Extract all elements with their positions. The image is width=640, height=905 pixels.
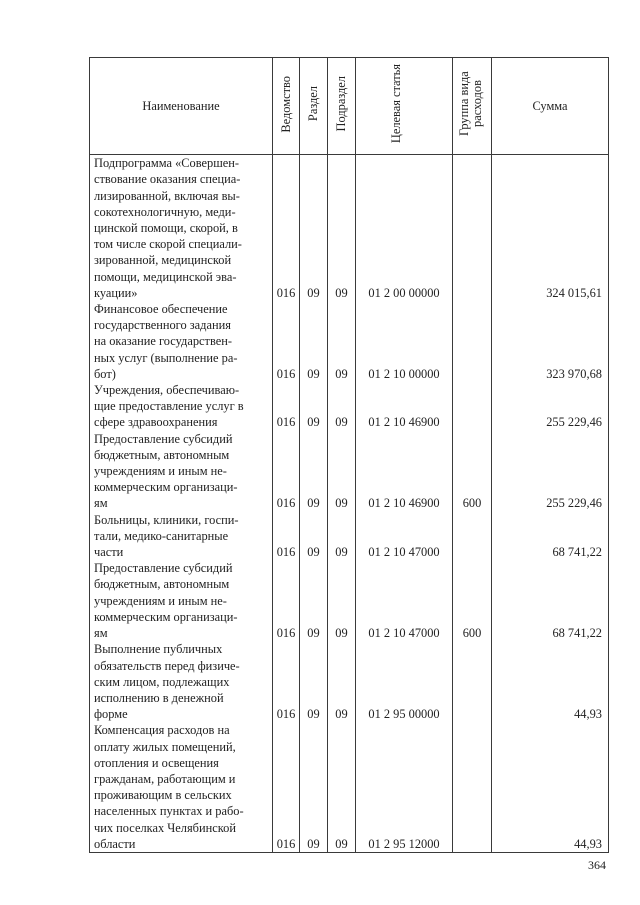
table-row (90, 382, 609, 431)
row-name-line: Предоставление субсидий (94, 561, 233, 576)
header-target-text: Целевая статья (389, 64, 403, 144)
row-name-line: области (94, 836, 136, 851)
row-subsection: 09 (328, 722, 356, 852)
row-name-line: гражданам, работающим и (94, 771, 236, 786)
row-sum: 44,93 (492, 722, 609, 852)
row-name-line: сфере здравоохранения (94, 415, 218, 430)
row-sum: 255 229,46 (492, 382, 609, 431)
row-name-line: бюджетным, автономным (94, 577, 230, 592)
row-sum: 324 015,61 (492, 155, 609, 301)
row-section: 09 (300, 722, 328, 852)
row-name (90, 431, 273, 512)
row-sum: 68 741,22 (492, 560, 609, 641)
table-row (90, 512, 609, 561)
row-subsection: 09 (328, 641, 356, 722)
row-dept: 016 (273, 301, 300, 382)
row-name-line: учреждениям и иным не- (94, 593, 227, 608)
row-group (453, 641, 492, 722)
header-sum (492, 58, 609, 155)
row-sum: 68 741,22 (492, 512, 609, 561)
row-target: 01 2 10 47000 (356, 512, 453, 561)
row-name-line: цинской помощи, скорой, в (94, 221, 238, 236)
row-name-line: куации» (94, 285, 138, 300)
row-name-line: сокотехнологичную, меди- (94, 204, 236, 219)
page-number: 364 (588, 858, 606, 872)
row-name-line: помощи, медицинской эва- (94, 269, 237, 284)
row-section: 09 (300, 382, 328, 431)
row-target: 01 2 10 46900 (356, 382, 453, 431)
row-name-line: зированной, медицинской (94, 253, 232, 268)
header-group-text: Группа вида расходов (457, 71, 484, 137)
row-name-line: бюджетным, автономным (94, 447, 230, 462)
header-dept-text: Ведомство (278, 75, 293, 133)
row-section: 09 (300, 641, 328, 722)
row-target: 01 2 00 00000 (356, 155, 453, 301)
row-name-line: щие предоставление услуг в (94, 399, 244, 414)
row-section: 09 (300, 431, 328, 512)
row-name-line: проживающим в сельских (94, 788, 232, 803)
row-name-line: исполнению в денежной (94, 690, 224, 705)
row-name (90, 641, 273, 722)
row-name-line: тали, медико-санитарные (94, 528, 229, 543)
table-header (90, 58, 609, 155)
row-name-line: отопления и освещения (94, 755, 219, 770)
row-target: 01 2 10 00000 (356, 301, 453, 382)
row-name-line: Подпрограмма «Совершен- (94, 156, 240, 171)
row-target: 01 2 10 47000 (356, 560, 453, 641)
row-name (90, 512, 273, 561)
row-name-line: ям (94, 496, 108, 511)
table-row (90, 301, 609, 382)
row-dept: 016 (273, 155, 300, 301)
row-name-line: форме (94, 707, 128, 722)
budget-table (89, 57, 609, 853)
row-sum: 44,93 (492, 641, 609, 722)
row-name-line: ных услуг (выполнение ра- (94, 350, 238, 365)
row-name-line: Предоставление субсидий (94, 431, 233, 446)
header-target (356, 58, 453, 155)
header-dept (273, 58, 300, 155)
table-row (90, 641, 609, 722)
row-name-line: Учреждения, обеспечиваю- (94, 383, 240, 398)
row-dept: 016 (273, 560, 300, 641)
row-name-line: населенных пунктах и рабо- (94, 804, 244, 819)
row-name-line: Больницы, клиники, госпи- (94, 512, 239, 527)
table-row (90, 155, 609, 301)
table-row (90, 560, 609, 641)
row-name (90, 155, 273, 301)
header-section (300, 58, 328, 155)
row-dept: 016 (273, 382, 300, 431)
row-subsection: 09 (328, 382, 356, 431)
row-name-line: Выполнение публичных (94, 642, 223, 657)
row-name-line: государственного задания (94, 318, 231, 333)
row-name-line: ствование оказания специа- (94, 172, 241, 187)
row-dept: 016 (273, 431, 300, 512)
row-dept: 016 (273, 512, 300, 561)
row-section: 09 (300, 301, 328, 382)
row-group (453, 722, 492, 852)
row-name (90, 382, 273, 431)
row-name-line: коммерческим организаци- (94, 609, 238, 624)
row-sum: 255 229,46 (492, 431, 609, 512)
row-group: 600 (453, 560, 492, 641)
row-sum: 323 970,68 (492, 301, 609, 382)
row-name (90, 301, 273, 382)
row-subsection: 09 (328, 431, 356, 512)
header-section-text: Раздел (306, 86, 320, 122)
header-group (453, 58, 492, 155)
table-row (90, 431, 609, 512)
row-group (453, 155, 492, 301)
row-subsection: 09 (328, 560, 356, 641)
row-name-line: бот) (94, 366, 116, 381)
table-row (90, 722, 609, 852)
row-name-line: чих поселках Челябинской (94, 820, 236, 835)
row-section: 09 (300, 155, 328, 301)
row-name-line: на оказание государствен- (94, 334, 232, 349)
row-subsection: 09 (328, 512, 356, 561)
row-dept: 016 (273, 722, 300, 852)
header-subsection-text: Подраздел (334, 76, 348, 132)
row-name-line: Финансовое обеспечение (94, 302, 228, 317)
row-subsection: 09 (328, 301, 356, 382)
row-name-line: оплату жилых помещений, (94, 739, 236, 754)
row-subsection: 09 (328, 155, 356, 301)
row-dept: 016 (273, 641, 300, 722)
row-name-line: ям (94, 626, 108, 641)
row-group (453, 512, 492, 561)
row-name-line: том числе скорой специали- (94, 237, 242, 252)
row-name-line: части (94, 545, 124, 560)
header-subsection (328, 58, 356, 155)
header-name-text: Наименование (142, 99, 220, 113)
row-section: 09 (300, 512, 328, 561)
row-name (90, 722, 273, 852)
row-name-line: учреждениям и иным не- (94, 464, 227, 479)
row-target: 01 2 95 12000 (356, 722, 453, 852)
row-name-line: обязательств перед физиче- (94, 658, 240, 673)
row-name-line: лизированной, включая вы- (94, 188, 240, 203)
row-name (90, 560, 273, 641)
row-name-line: ским лицом, подлежащих (94, 674, 230, 689)
row-name-line: Компенсация расходов на (94, 723, 230, 738)
row-group (453, 382, 492, 431)
row-group: 600 (453, 431, 492, 512)
row-target: 01 2 10 46900 (356, 431, 453, 512)
header-name (90, 58, 273, 155)
row-section: 09 (300, 560, 328, 641)
header-sum-text: Сумма (532, 99, 568, 113)
row-name-line: коммерческим организаци- (94, 480, 238, 495)
row-group (453, 301, 492, 382)
row-target: 01 2 95 00000 (356, 641, 453, 722)
